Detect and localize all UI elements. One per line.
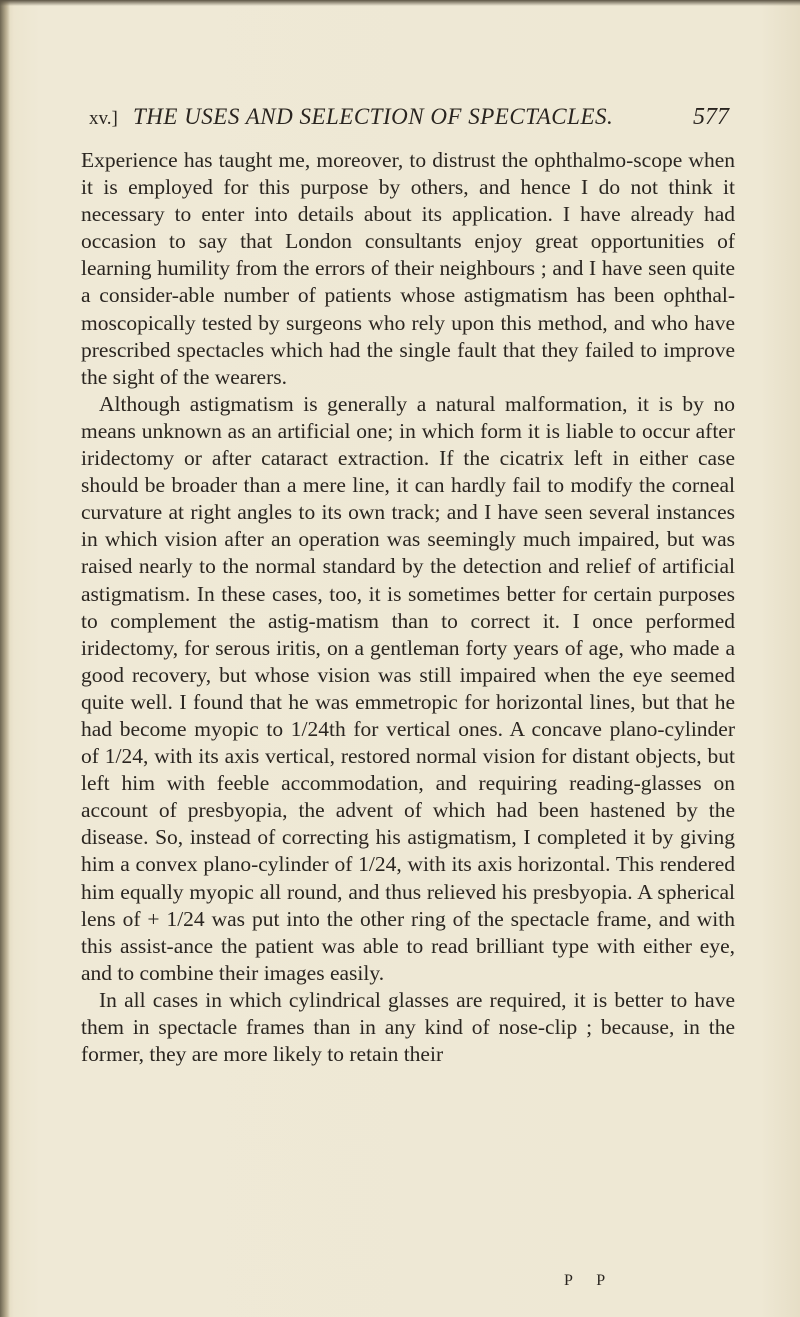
binding-shadow [0, 0, 10, 1317]
body-text [81, 147, 735, 1068]
top-edge-shadow [0, 0, 800, 6]
paragraph: In all cases in which cylindrical glasses are required, it is better to have them in spectacle frames than in any kind of nose-clip ; because, in the former, they are more likely to retain their [81, 987, 735, 1067]
chapter-marker: xv.] [89, 108, 118, 129]
running-title: THE USES AND SELECTION OF SPECTACLES. [133, 104, 614, 129]
running-header [89, 104, 729, 134]
paragraph: Experience has taught me, moreover, to distrust the ophthalmo-scope when it is employed for this purpose by others, and hence I do not think it necessary to enter into details about its application. I have already had occasion to say that London consultants enjoy great opportunities of learning humility from the errors of their neighbours ; and I have seen quite a consider-able number of patients whose astigmatism has been ophthal-moscopically tested by surgeons who rely upon this method, and who have prescribed spectacles which had the single fault that they failed to improve the sight of the wearers. [81, 148, 735, 389]
paragraph: Although astigmatism is generally a natural malformation, it is by no means unknown as an artificial one; in which form it is liable to occur after iridectomy or after cataract extraction. If the cicatrix left in either case should be broader than a mere line, it can hardly fail to modify the corneal curvature at right angles to its own track; and I have seen several instances in which vision after an operation was seemingly much impaired, but was raised nearly to the normal standard by the detection and relief of artificial astigmatism. In these cases, too, it is sometimes better for certain purposes to complement the astig-matism than to correct it. I once performed iridectomy, for serous iritis, on a gentleman forty years of age, who made a good recovery, but whose vision was still impaired when the eye seemed quite well. I found that he was emmetropic for horizontal lines, but that he had become myopic to 1/24th for vertical ones. A concave plano-cylinder of 1/24, with its axis vertical, restored normal vision for distant objects, but left him with feeble accommodation, and requiring reading-glasses on account of presbyopia, the advent of which had been hastened by the disease. So, instead of correcting his astigmatism, I completed it by giving him a convex plano-cylinder of 1/24, with its axis horizontal. This rendered him equally myopic all round, and thus relieved his presbyopia. A spherical lens of + 1/24 was put into the other ring of the spectacle frame, and with this assist-ance the patient was able to read brilliant type with either eye, and to combine their images easily. [81, 391, 735, 985]
signature-mark: P P [564, 1272, 616, 1289]
page-number: 577 [693, 104, 729, 130]
